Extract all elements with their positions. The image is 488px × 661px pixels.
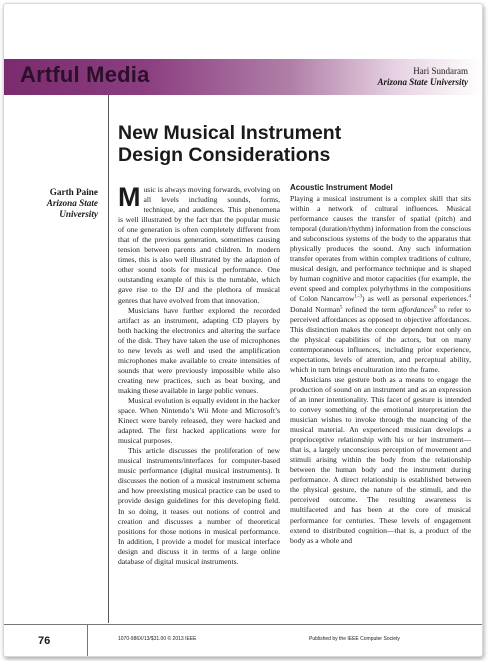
paragraph: This article discusses the proliferation of new musical instruments/interfaces for computer-based music performance (digital musical instruments). It discusses the notion of a musical instrument schema and how preexisting musical practice can be used to provide design guidelines for this developing field. In so doing, it teases out notions of control and creation and discusses a number of theoretical positions for those notions in musical performance. In addition, I provide a model for musical interface design and discuss it in terms of a large online database of digital musical instruments. (118, 446, 280, 566)
body-column-1 (118, 182, 280, 567)
publisher-line: Published by the IEEE Computer Society (309, 636, 400, 642)
author-byline (47, 187, 98, 220)
page-footer (4, 624, 482, 657)
section-heading: Acoustic Instrument Model (290, 183, 393, 192)
issn-line: 1070-986X/13/$31.00 © 2013 IEEE (118, 636, 197, 642)
title-line-1: New Musical Instrument (118, 122, 342, 144)
drop-cap: M (118, 182, 141, 212)
column-divider (108, 95, 109, 623)
department-editor (377, 66, 468, 88)
editor-name: Hari Sundaram (413, 66, 468, 76)
department-title: Artful Media (20, 62, 150, 87)
body-column-2 (290, 182, 471, 546)
author-institution-line1: Arizona State (46, 198, 98, 208)
paragraph: Musical evolution is equally evident in the hacker space. When Nintendo’s Wii Mote and Microsoft’s Kinect were barely released, they were hacked and adapted. The first hacked applications were for musical purposes. (118, 395, 280, 446)
paragraph: Musicians use gesture both as a means to engage the production of sound on an instrument and as an expression of an inner intentionality. This facet of gesture is intended to convey something of the emotional interpretation the musician wishes to invoke through the nuancing of the musical material. An experienced musician develops a proprioceptive relationship with his or her instrument—that is, a largely unconscious perception of movement and stimuli arising within the body from the relationship between the human body and the instrument during performance. A direct relationship is established between the physical gesture, the nature of the stimuli, and the perceived outcome. The resulting awareness is multifaceted and has been at the core of musical performance for centuries. These levels of engagement extend to distributed cognition—that is, a product of the body as a whole and (290, 374, 471, 545)
author-name: Garth Paine (49, 187, 98, 197)
paragraph: Playing a musical instrument is a complex skill that sits within a network of cultural influences. Musical performance causes the transfer of spatial (pitch) and temporal (duration/rhythm) information from the conscious and subconscious systems of the body to the apparatus that physically produces the sound. Any such information transfer operates from within complex traditions of culture, musical design, and performance technique and is shaped by human cognitive and motor capacities (for example, the event speed and complex polyrhythms in the compositions of Colon Nancarrow$^{1-3}$) as well as personal experiences.$^4$ Donald Norman$^5$ refined the term affordances$^6$ to refer to perceived affordances as opposed to objective affordances. This distinction makes the concept dependent not only on the physical capabilities of the actors, but on many contemporaneous influences, including prior experience, expectations, levels of attention, and perceptual ability, which in turn brings enculturation into the frame. (290, 194, 471, 374)
author-institution-line2: University (59, 209, 98, 219)
paragraph: Music is always moving forwards, evolving on all levels including sounds, forms, technique, and audiences. This phenomena is well illustrated by the fact that the popular music of one generation is often completely different from that of the previous generation, sometimes causing tension between parents and children. In modern times, this is also well illustrated by the adaption of other sound tools for musical performance. One outstanding example of this is the turntable, which gave rise to the DJ and the plethora of musical genres that have evolved from that innovation. (118, 182, 280, 305)
magazine-page (3, 3, 483, 657)
paragraph: Musicians have further explored the recorded artifact as an instrument, adapting CD players by both hacking the electronics and altering the surface of the disk. They have taken the use of microphones to new levels as well and used the amplification microphones make available to create intensities of sounds that were previously impossible while also creating new practices, such as beat boxing, and making these available in large public venues. (118, 305, 280, 395)
editor-institution: Arizona State University (377, 77, 468, 87)
title-line-2: Design Considerations (118, 144, 331, 166)
page-number: 76 (4, 625, 88, 657)
article-title (118, 122, 341, 166)
